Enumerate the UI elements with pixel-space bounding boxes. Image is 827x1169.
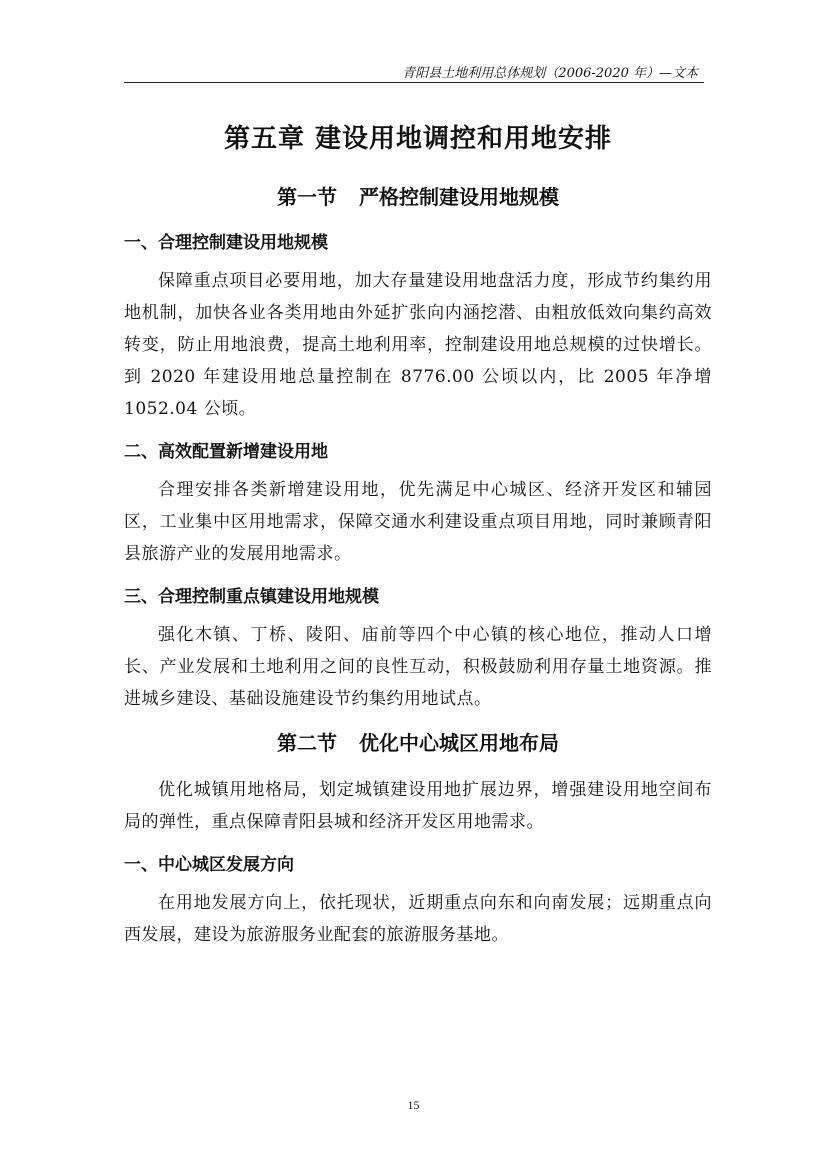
paragraph-2-intro: 优化城镇用地格局，划定城镇建设用地扩展边界，增强建设用地空间布局的弹性，重点保障青阳县城和经济开发区用地需求。 bbox=[124, 780, 712, 832]
section-1-name: 严格控制建设用地规模 bbox=[359, 185, 559, 209]
subheading-2-1: 一、中心城区发展方向 bbox=[124, 855, 294, 875]
paragraph-1-1: 保障重点项目必要用地，加大存量建设用地盘活力度，形成节约集约用地机制，加快各业各类用地由外延扩张向内涵挖潜、由粗放低效向集约高效转变，防止用地浪费，提高土地利用率，控制建设用地总规模的过快增长。到 2020 年建设用地总量控制在 8776.00 公顷以内，比 2005 年净增 1052.04 公顷。 bbox=[124, 271, 712, 419]
subheading-1-1: 一、合理控制建设用地规模 bbox=[124, 233, 328, 253]
paragraph-1-2: 合理安排各类新增建设用地，优先满足中心城区、经济开发区和辅园区，工业集中区用地需求，保障交通水利建设重点项目用地，同时兼顾青阳县旅游产业的发展用地需求。 bbox=[124, 480, 712, 564]
paragraph-1-3: 强化木镇、丁桥、陵阳、庙前等四个中心镇的核心地位，推动人口增长、产业发展和土地利用之间的良性互动，积极鼓励利用存量土地资源。推进城乡建设、基础设施建设节约集约用地试点。 bbox=[124, 625, 712, 709]
subheading-1-3: 三、合理控制重点镇建设用地规模 bbox=[124, 587, 379, 607]
page-content bbox=[124, 118, 712, 963]
section-1-title bbox=[124, 181, 712, 210]
running-header bbox=[124, 60, 704, 83]
section-2-title bbox=[124, 727, 712, 756]
header-text: 青阳县土地利用总体规划（2006-2020 年）—文本 bbox=[402, 66, 698, 81]
subheading-1-2: 二、高效配置新增建设用地 bbox=[124, 442, 328, 462]
page-number: 15 bbox=[407, 1098, 420, 1112]
section-2-number: 第二节 bbox=[277, 731, 337, 755]
paragraph-2-1: 在用地发展方向上，依托现状，近期重点向东和向南发展；远期重点向西发展，建设为旅游服务业配套的旅游服务基地。 bbox=[124, 893, 712, 945]
chapter-title: 第五章 建设用地调控和用地安排 bbox=[223, 124, 613, 154]
section-2-name: 优化中心城区用地布局 bbox=[359, 731, 559, 755]
section-1-number: 第一节 bbox=[277, 185, 337, 209]
